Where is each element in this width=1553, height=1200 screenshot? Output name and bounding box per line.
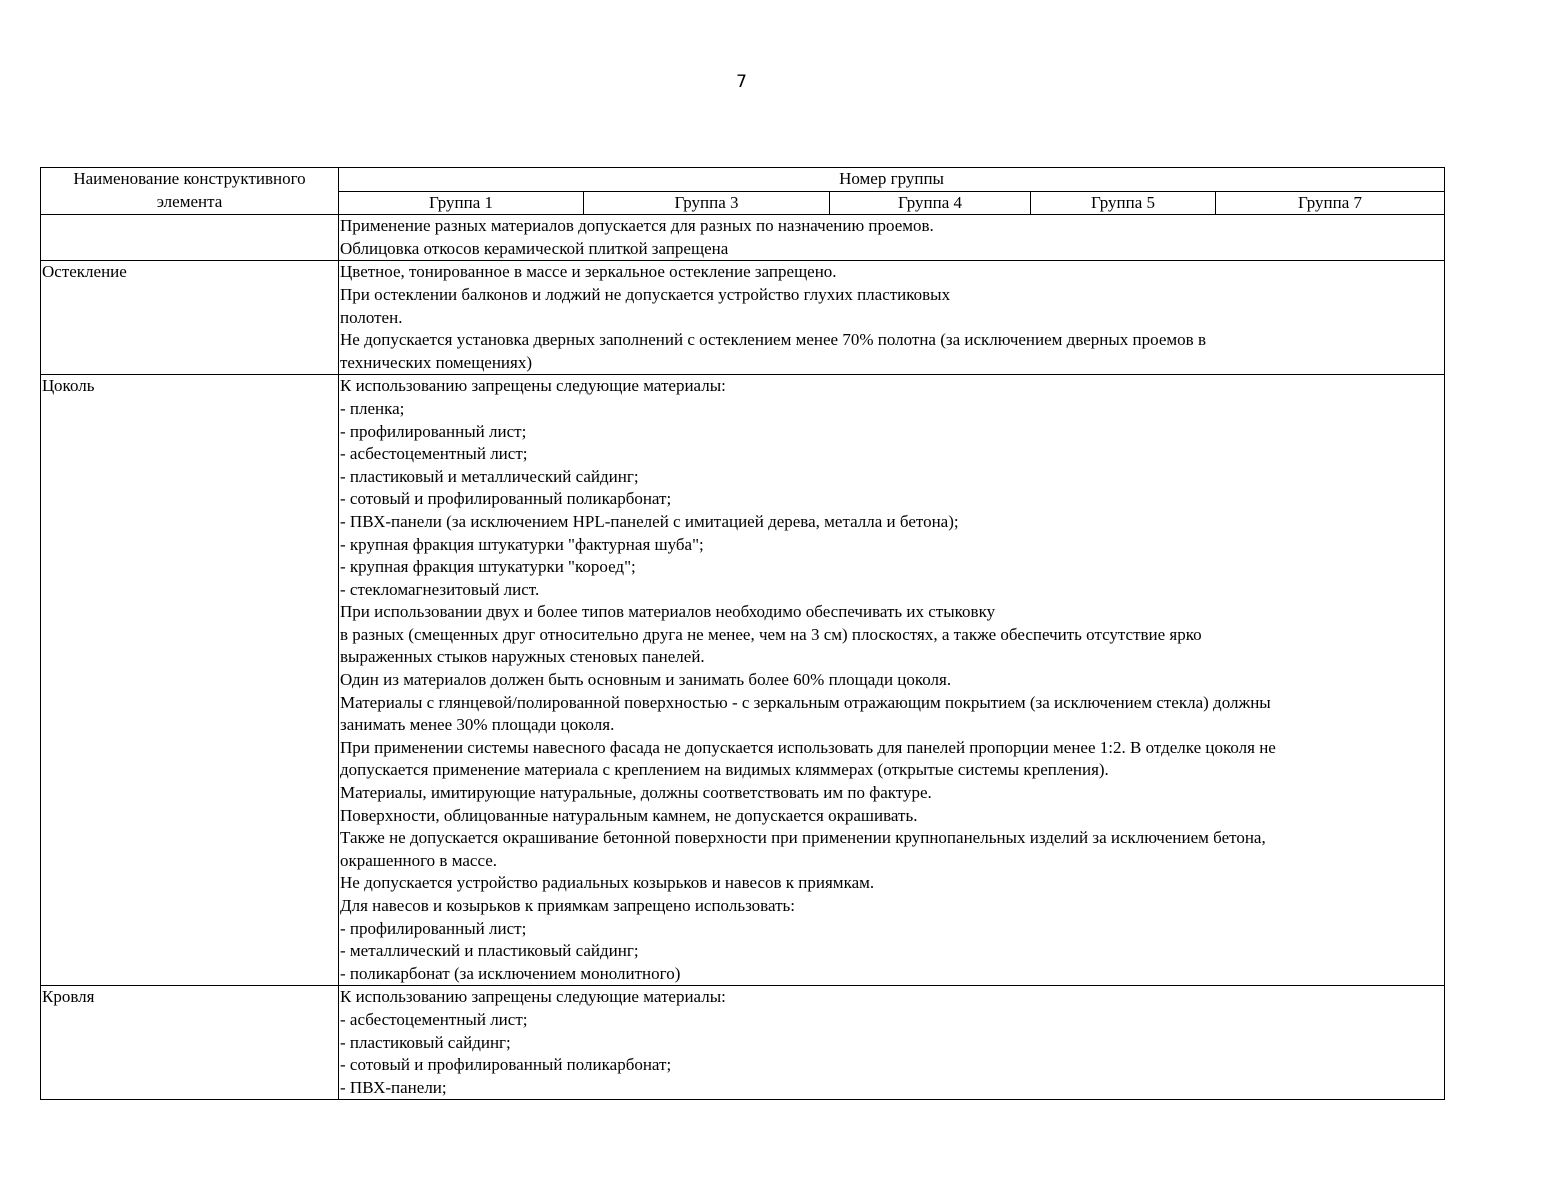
requirements-cell — [339, 986, 1445, 1100]
requirement-line: Материалы, имитирующие натуральные, должны соответствовать им по фактуре. — [340, 783, 932, 803]
requirement-line: Применение разных материалов допускается для разных по назначению проемов. — [340, 216, 934, 236]
requirements-cell — [339, 375, 1445, 986]
page-number: 7 — [736, 72, 747, 92]
requirement-line: Один из материалов должен быть основным и занимать более 60% площади цоколя. — [340, 670, 952, 690]
requirements-table — [40, 167, 1445, 1100]
requirement-line: - ПВХ-панели; — [340, 1077, 447, 1097]
requirement-line: Не допускается установка дверных заполнений с остеклением менее 70% полотна (за исключением дверных проемов в — [340, 330, 1206, 350]
requirements-cell — [339, 261, 1445, 375]
header-group-3: Группа 3 — [584, 191, 830, 215]
requirement-line: - сотовый и профилированный поликарбонат; — [340, 489, 672, 509]
requirement-line: - профилированный лист; — [340, 421, 527, 441]
element-name-cell: Остекление — [41, 261, 339, 375]
requirement-line: выраженных стыков наружных стеновых панелей. — [340, 647, 705, 667]
requirement-line: - металлический и пластиковый сайдинг; — [340, 941, 639, 961]
element-name-cell — [41, 215, 339, 261]
header-group-4: Группа 4 — [830, 191, 1031, 215]
requirement-line: При использовании двух и более типов материалов необходимо обеспечивать их стыковку — [340, 602, 996, 622]
requirement-line: Материалы с глянцевой/полированной поверхностью - с зеркальным отражающим покрытием (за исключением стекла) должны — [340, 692, 1271, 712]
header-row-1 — [41, 168, 1445, 192]
header-group-7: Группа 7 — [1216, 191, 1445, 215]
requirement-line: К использованию запрещены следующие материалы: — [340, 376, 726, 396]
table-row — [41, 986, 1445, 1100]
requirement-line: К использованию запрещены следующие материалы: — [340, 987, 726, 1007]
requirement-line: Также не допускается окрашивание бетонной поверхности при применении крупнопанельных изделий за исключением бетона, — [340, 828, 1266, 848]
requirement-line: занимать менее 30% площади цоколя. — [340, 715, 615, 735]
requirement-line: - ПВХ-панели (за исключением HPL-панелей с имитацией дерева, металла и бетона); — [340, 511, 959, 531]
requirements-cell — [339, 215, 1445, 261]
header-group-5: Группа 5 — [1031, 191, 1216, 215]
requirement-line: Не допускается устройство радиальных козырьков и навесов к приямкам. — [340, 873, 875, 893]
table-row — [41, 261, 1445, 375]
header-group-1: Группа 1 — [339, 191, 584, 215]
requirement-line: полотен. — [340, 307, 403, 327]
requirement-line: Для навесов и козырьков к приямкам запрещено использовать: — [340, 896, 795, 915]
requirement-line: - пластиковый сайдинг; — [340, 1032, 511, 1052]
requirement-line: окрашенного в массе. — [340, 850, 497, 870]
requirement-line: - асбестоцементный лист; — [340, 444, 528, 464]
requirement-line: - асбестоцементный лист; — [340, 1009, 528, 1029]
requirement-line: - стекломагнезитовый лист. — [340, 579, 540, 599]
header-element-name: Наименование конструктивного элемента — [41, 168, 339, 215]
requirement-line: Цветное, тонированное в массе и зеркальное остекление запрещено. — [340, 262, 837, 282]
requirement-line: допускается применение материала с креплением на видимых кляммерах (открытые системы крепления). — [340, 760, 1109, 780]
header-group-number: Номер группы — [339, 168, 1445, 192]
element-name-cell: Цоколь — [41, 375, 339, 986]
requirement-line: - крупная фракция штукатурки "короед"; — [340, 557, 636, 577]
requirement-line: При остеклении балконов и лоджий не допускается устройство глухих пластиковых — [340, 284, 951, 304]
requirement-line: - сотовый и профилированный поликарбонат; — [340, 1055, 672, 1075]
requirement-line: в разных (смещенных друг относительно друга не менее, чем на 3 см) плоскостях, а также обеспечить отсутствие ярко — [340, 624, 1202, 644]
table-row — [41, 215, 1445, 261]
requirement-line: технических помещениях) — [340, 352, 533, 372]
element-name-cell: Кровля — [41, 986, 339, 1100]
requirement-line: - пластиковый и металлический сайдинг; — [340, 466, 639, 486]
requirement-line: - пленка; — [340, 398, 405, 418]
requirement-line: - поликарбонат (за исключением монолитного) — [340, 963, 681, 983]
requirement-line: Поверхности, облицованные натуральным камнем, не допускается окрашивать. — [340, 805, 918, 825]
requirement-line: При применении системы навесного фасада не допускается использовать для панелей пропорции менее 1:2. В отделке цоколя не — [340, 737, 1276, 757]
requirement-line: Облицовка откосов керамической плиткой запрещена — [340, 238, 729, 258]
requirement-line: - крупная фракция штукатурки "фактурная шуба"; — [340, 534, 704, 554]
requirement-line: - профилированный лист; — [340, 918, 527, 938]
table-row — [41, 375, 1445, 986]
